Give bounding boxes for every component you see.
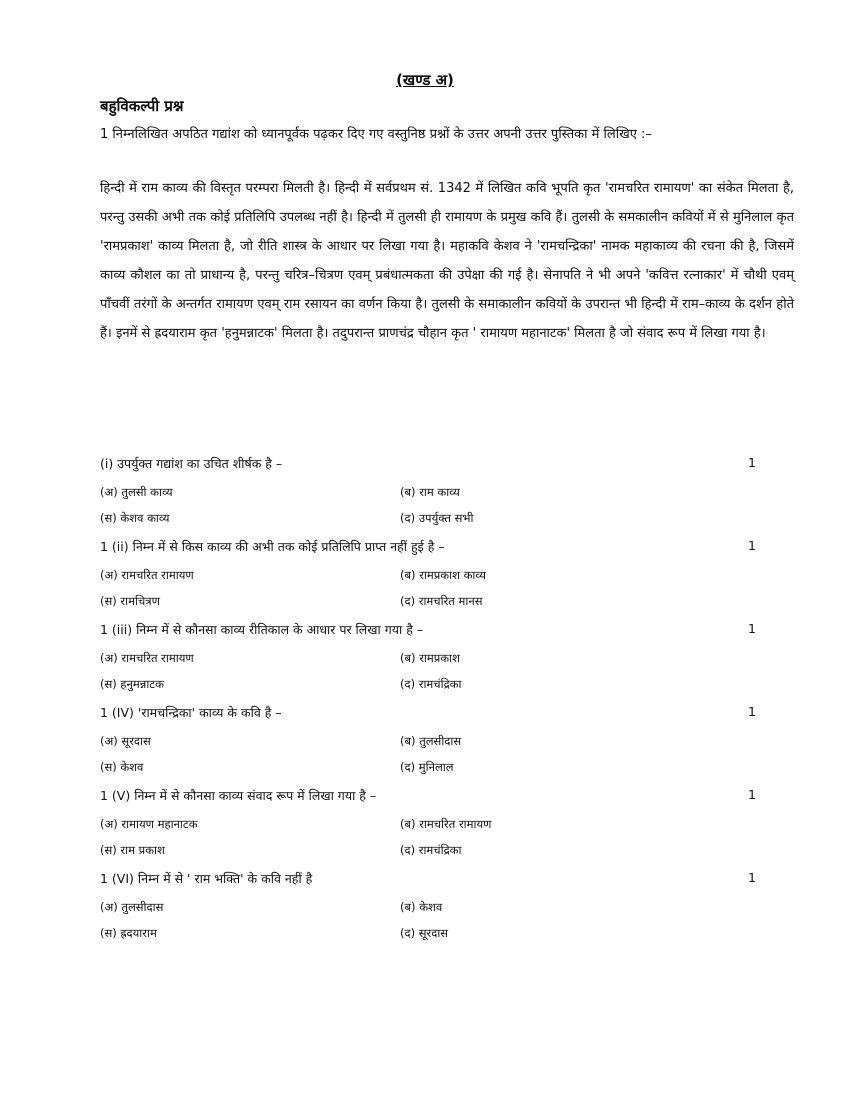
unseen-passage: हिन्दी में राम काव्य की विस्तृत परम्परा मिलती है। हिन्दी में सर्वप्रथम सं. 1342 में लिखित कवि भूपति कृत 'रामचरित रामायण' का संकेत मिलता है, परन्तु उसकी अभी तक कोई प्रतिलिपि उपलब्ध नहीं है। हिन्दी में तुलसी ही रामायण के प्रमुख कवि हैं। तुलसी के समकालीन कवियों में से मुनिलाल कृत 'रामप्रकाश' काव्य मिलता है, जो रीति शास्त्र के आधार पर लिखा गया है। महाकवि केशव ने 'रामचन्द्रिका' नामक महाकाव्य की रचना की है, जिसमें काव्य कौशल का तो प्राधान्य है, परन्तु चरित्र–चित्रण एवम् प्रबंधात्मकता की उपेक्षा की गई है। सेनापति ने भी अपने 'कवित्त रत्नाकार' में चौथी एवम् पाँचवीं तरंगों के अन्तर्गत रामायण एवम् राम रसायन का वर्णन किया है। तुलसी के समाकालीन कवियों के उपरान्त भी हिन्दी में राम–काव्य के दर्शन होते हैं। इनमें से ह्रदयाराम कृत 'हनुमन्नाटक' मिलता है। तदुपरान्त प्राणचंद्र चौहान कृत ' रामायण महानाटक' मिलता है जो संवाद रूप में लिखा गया है।	[100, 181, 794, 341]
question-5-option-b: (ब) रामचरित रामायण	[400, 817, 492, 831]
section-heading: बहुविकल्पी प्रश्न	[100, 97, 184, 115]
question-5-option-a: (अ) रामायण महानाटक	[100, 817, 198, 831]
question-2-option-c: (स) रामचित्रण	[100, 594, 160, 608]
question-5-text: 1 (V) निम्न में से कौनसा काव्य संवाद रूप में लिखा गया है –	[100, 788, 377, 803]
question-5-marks: 1	[748, 787, 756, 802]
question-1-text: (i) उपर्युक्त गद्यांश का उचित शीर्षक है –	[100, 456, 283, 471]
question-3-option-a: (अ) रामचरित रामायण	[100, 651, 194, 665]
question-3-marks: 1	[748, 621, 756, 636]
question-4-option-d: (द) मुनिलाल	[400, 760, 454, 774]
question-5-option-c: (स) राम प्रकाश	[100, 843, 165, 857]
question-instruction: 1 निम्नलिखित अपठित गद्यांश को ध्यानपूर्वक पढ़कर दिए गए वस्तुनिष्ठ प्रश्नों के उत्तर अपनी उत्तर पुस्तिका में लिखिए :–	[100, 127, 652, 142]
question-2-marks: 1	[748, 538, 756, 553]
question-4-option-b: (ब) तुलसीदास	[400, 734, 462, 748]
question-5-option-d: (द) रामचंद्रिका	[400, 843, 462, 857]
question-6-text: 1 (VI) निम्न में से ' राम भक्ति' के कवि नहीं है	[100, 871, 313, 886]
section-title: (खण्ड अ)	[396, 71, 454, 89]
question-1-option-d: (द) उपर्युक्त सभी	[400, 511, 474, 525]
question-2-option-a: (अ) रामचरित रामायण	[100, 568, 194, 582]
question-2-option-d: (द) रामचरित मानस	[400, 594, 483, 608]
question-1-marks: 1	[748, 455, 756, 470]
question-2-option-b: (ब) रामप्रकाश काव्य	[400, 568, 486, 582]
question-1-option-a: (अ) तुलसी काव्य	[100, 485, 173, 499]
question-6-option-b: (ब) केशव	[400, 900, 443, 914]
question-3-option-b: (ब) रामप्रकाश	[400, 651, 460, 665]
question-1-option-b: (ब) राम काव्य	[400, 485, 460, 499]
question-3-option-d: (द) रामचंद्रिका	[400, 677, 462, 691]
question-6-marks: 1	[748, 870, 756, 885]
question-4-marks: 1	[748, 704, 756, 719]
question-4-text: 1 (IV) 'रामचन्द्रिका' काव्य के कवि है –	[100, 705, 282, 720]
question-6-option-d: (द) सूरदास	[400, 926, 449, 940]
question-6-option-a: (अ) तुलसीदास	[100, 900, 164, 914]
question-1-option-c: (स) केशव काव्य	[100, 511, 170, 525]
question-3-text: 1 (iii) निम्न में से कौनसा काव्य रीतिकाल के आधार पर लिखा गया है –	[100, 622, 424, 637]
question-3-option-c: (स) हनुमन्नाटक	[100, 677, 164, 691]
question-6-option-c: (स) ह्रदयाराम	[100, 926, 157, 940]
question-4-option-c: (स) केशव	[100, 760, 144, 774]
question-2-text: 1 (ii) निम्न में से किस काव्य की अभी तक कोई प्रतिलिपि प्राप्त नहीं हुई है –	[100, 539, 445, 554]
question-4-option-a: (अ) सूरदास	[100, 734, 151, 748]
